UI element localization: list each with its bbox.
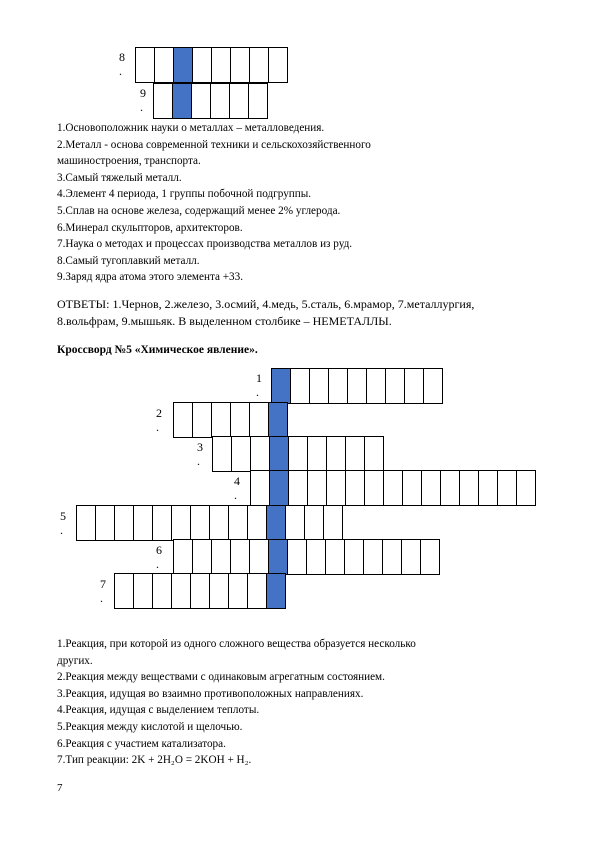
grid-cell (228, 573, 248, 609)
clue-line: 6.Реакция с участием катализатора. (57, 737, 226, 750)
grid-cell (326, 470, 346, 506)
answers-line: ОТВЕТЫ: 1.Чернов, 2.железо, 3.осмий, 4.медь, 5.сталь, 6.мрамор, 7.металлургия, (57, 297, 475, 311)
grid-cell (363, 539, 383, 575)
clue-line: 5.Сплав на основе железа, содержащий менее 2% углерода. (57, 205, 341, 217)
grid-cell (231, 436, 251, 472)
grid-cell (135, 47, 155, 83)
highlighted-grid-cell (268, 402, 288, 438)
grid-cell (192, 402, 212, 438)
grid-cell (209, 573, 229, 609)
grid-cell (309, 368, 329, 404)
page-number: 7 (57, 782, 63, 794)
grid-cell (382, 539, 402, 575)
crossword-2-number-5: 5 . (60, 509, 66, 537)
grid-cell (76, 505, 96, 541)
highlighted-grid-cell (172, 83, 192, 119)
clue-line: 1.Реакция, при которой из одного сложного вещества образуется несколько (57, 638, 416, 650)
grid-cell (307, 470, 327, 506)
crossword-1-number-9: 9 . (140, 86, 146, 114)
highlighted-grid-cell (268, 539, 288, 575)
grid-cell (209, 505, 229, 541)
highlighted-grid-cell (266, 505, 286, 541)
grid-cell (153, 83, 173, 119)
clue-line: 4.Элемент 4 периода, 1 группы побочной подгруппы. (57, 188, 312, 201)
grid-cell (211, 539, 231, 575)
grid-cell (249, 47, 269, 83)
grid-cell (421, 470, 441, 506)
grid-cell (404, 368, 424, 404)
crossword-2-heading: Кроссворд №5 «Химическое явление». (57, 344, 258, 356)
grid-cell (345, 470, 365, 506)
grid-cell (459, 470, 479, 506)
grid-cell (268, 47, 288, 83)
grid-cell (478, 470, 498, 506)
highlighted-grid-cell (271, 368, 291, 404)
clue-line: 9.Заряд ядра атома этого элемента +33. (57, 271, 244, 284)
clue-line: 7.Наука о методах и процессах производства металлов из руд. (57, 238, 353, 251)
grid-cell (288, 470, 308, 506)
grid-cell (171, 573, 191, 609)
crossword-2-number-1: 1 . (256, 371, 262, 399)
grid-cell (328, 368, 348, 404)
grid-cell (290, 368, 310, 404)
crossword-2-row-5 (76, 505, 342, 541)
grid-cell (516, 470, 536, 506)
crossword-2-number-3: 3 . (197, 440, 203, 468)
grid-cell (497, 470, 517, 506)
clue-line: 7.Тип реакции: 2K + 2H₂O = 2KOH + H₂. (57, 754, 252, 767)
grid-cell (285, 505, 305, 541)
grid-cell (230, 402, 250, 438)
grid-cell (385, 368, 405, 404)
grid-cell (364, 470, 384, 506)
grid-cell (171, 505, 191, 541)
grid-cell (211, 402, 231, 438)
grid-cell (323, 505, 343, 541)
grid-cell (287, 539, 307, 575)
grid-cell (211, 47, 231, 83)
crossword-2-row-4 (250, 470, 535, 506)
clue-line: других. (57, 654, 93, 667)
grid-cell (114, 505, 134, 541)
grid-cell (228, 505, 248, 541)
crossword-2-row-7 (114, 573, 285, 609)
grid-cell (133, 573, 153, 609)
grid-cell (366, 368, 386, 404)
grid-cell (154, 47, 174, 83)
grid-cell (210, 83, 230, 119)
grid-cell (383, 470, 403, 506)
grid-cell (173, 402, 193, 438)
grid-cell (192, 47, 212, 83)
grid-cell (190, 505, 210, 541)
grid-cell (250, 470, 270, 506)
clue-line: 2.Металл - основа современной техники и сельскохозяйственного (57, 138, 371, 151)
clue-line: 3.Реакция, идущая во взаимно противоположных направлениях. (57, 687, 364, 700)
grid-cell (248, 83, 268, 119)
crossword-2-number-6: 6 . (156, 543, 162, 571)
grid-cell (326, 436, 346, 472)
crossword-1-number-8: 8 . (119, 50, 125, 78)
grid-cell (212, 436, 232, 472)
grid-cell (247, 573, 267, 609)
highlighted-grid-cell (269, 436, 289, 472)
grid-cell (229, 83, 249, 119)
highlighted-grid-cell (266, 573, 286, 609)
grid-cell (152, 573, 172, 609)
grid-cell (133, 505, 153, 541)
grid-cell (306, 539, 326, 575)
crossword-2-number-4: 4 . (234, 474, 240, 502)
grid-cell (230, 539, 250, 575)
clue-line: 6.Минерал скульпторов, архитекторов. (57, 221, 243, 234)
grid-cell (114, 573, 134, 609)
clue-line: 8.Самый тугоплавкий металл. (57, 254, 200, 267)
crossword-2-row-6 (173, 539, 439, 575)
grid-cell (440, 470, 460, 506)
answers-line: 8.вольфрам, 9.мышьяк. В выделенном столбике – НЕМЕТАЛЛЫ. (57, 314, 392, 328)
grid-cell (325, 539, 345, 575)
grid-cell (249, 539, 269, 575)
crossword-2-row-3 (212, 436, 383, 472)
grid-cell (401, 539, 421, 575)
clue-line: 1.Основоположник науки о металлах – металловедения. (57, 122, 325, 134)
clue-line: машиностроения, транспорта. (57, 155, 201, 168)
clue-line: 5.Реакция между кислотой и щелочью. (57, 721, 243, 733)
crossword-1-row-9 (153, 83, 267, 119)
grid-cell (192, 539, 212, 575)
grid-cell (402, 470, 422, 506)
grid-cell (364, 436, 384, 472)
grid-cell (420, 539, 440, 575)
crossword-1-row-8 (135, 47, 287, 83)
highlighted-grid-cell (269, 470, 289, 506)
grid-cell (190, 573, 210, 609)
crossword-2-number-7: 7 . (100, 577, 106, 605)
grid-cell (191, 83, 211, 119)
clue-line: 3.Самый тяжелый металл. (57, 171, 182, 184)
grid-cell (173, 539, 193, 575)
highlighted-grid-cell (173, 47, 193, 83)
grid-cell (344, 539, 364, 575)
grid-cell (250, 436, 270, 472)
clue-line: 4.Реакция, идущая с выделением теплоты. (57, 704, 260, 717)
grid-cell (247, 505, 267, 541)
crossword-2-row-2 (173, 402, 287, 438)
grid-cell (345, 436, 365, 472)
crossword-2-row-1 (271, 368, 442, 404)
grid-cell (423, 368, 443, 404)
crossword-2-number-2: 2 . (156, 406, 162, 434)
grid-cell (304, 505, 324, 541)
grid-cell (152, 505, 172, 541)
grid-cell (347, 368, 367, 404)
grid-cell (249, 402, 269, 438)
clue-line: 2.Реакция между веществами с одинаковым агрегатным состоянием. (57, 671, 385, 684)
grid-cell (95, 505, 115, 541)
grid-cell (307, 436, 327, 472)
grid-cell (230, 47, 250, 83)
grid-cell (288, 436, 308, 472)
